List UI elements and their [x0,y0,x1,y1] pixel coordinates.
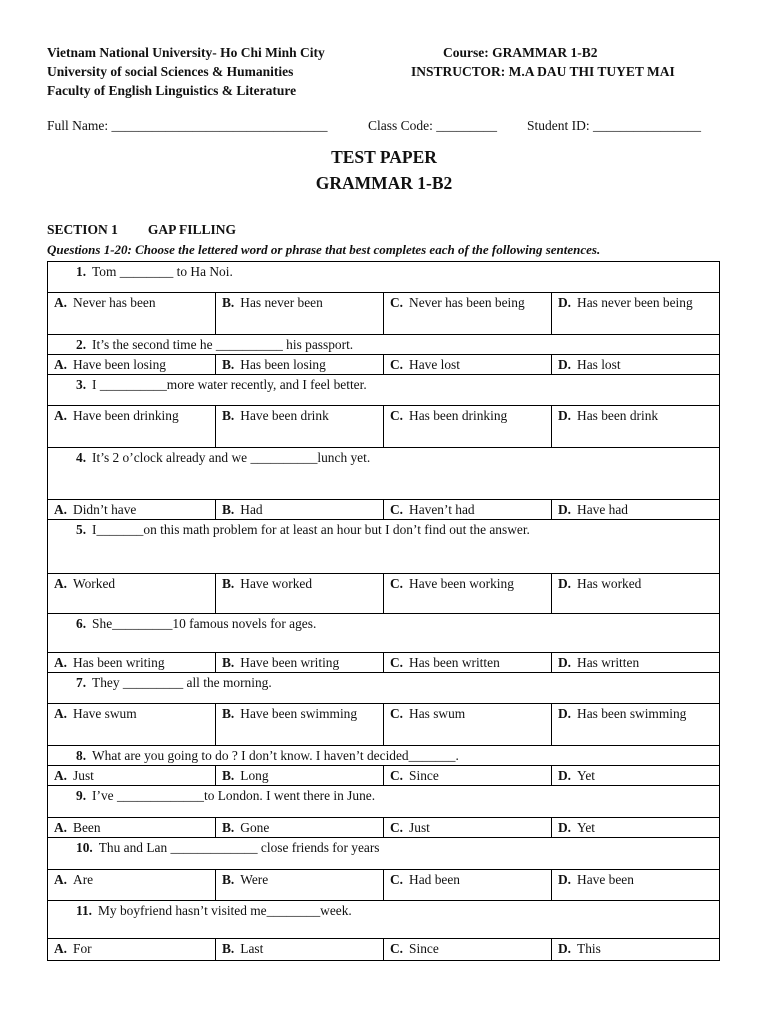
option-text: Have been losing [73,357,166,372]
option-letter: C. [390,872,404,887]
option-text: Has been written [409,655,500,670]
option-letter: C. [390,576,404,591]
question-text-cell [48,746,720,766]
answer-option[interactable] [384,574,552,614]
option-text: Since [409,768,439,783]
option-letter: C. [390,408,404,423]
question-number: 4. [76,450,87,465]
answer-option[interactable] [552,818,720,838]
question-text-cell [48,262,720,293]
answer-option[interactable] [552,574,720,614]
option-text: Gone [240,820,270,835]
answer-option[interactable] [384,355,552,375]
question-text-cell [48,335,720,355]
option-text: Yet [577,820,596,835]
section-instructions: Questions 1-20: Choose the lettered word or phrase that best completes each of the following sentences. [47,242,601,257]
question-text-cell [48,448,720,500]
option-text: Has worked [577,576,642,591]
option-letter: D. [558,655,572,670]
option-text: Are [73,872,94,887]
question-text-cell [48,901,720,939]
answer-option[interactable] [48,574,216,614]
option-text: Yet [577,768,596,783]
answer-option[interactable] [48,704,216,746]
answer-option[interactable] [384,406,552,448]
option-text: Has been drink [577,408,659,423]
university-name: Vietnam National University- Ho Chi Minh City [47,45,325,60]
question-text: She_________10 famous novels for ages. [92,616,317,631]
answer-option[interactable] [384,704,552,746]
class-code-field[interactable]: Class Code: _________ [368,118,498,133]
answer-option[interactable] [216,704,384,746]
option-letter: D. [558,706,572,721]
option-text: Have been swimming [240,706,358,721]
option-text: Has been writing [73,655,165,670]
option-text: Have been drink [240,408,329,423]
option-letter: A. [54,872,68,887]
option-letter: A. [54,295,68,310]
question-row [48,786,720,818]
answer-option[interactable] [216,870,384,901]
question-number: 11. [76,903,92,918]
option-text: Have worked [240,576,313,591]
question-text-cell [48,614,720,653]
option-letter: D. [558,576,572,591]
question-row [48,673,720,704]
answer-option[interactable] [552,653,720,673]
question-row [48,614,720,653]
option-letter: A. [54,357,68,372]
answer-option[interactable] [48,766,216,786]
question-number: 2. [76,337,87,352]
question-row [48,520,720,574]
question-text: Thu and Lan _____________ close friends for years [98,840,380,855]
question-text: Tom ________ to Ha Noi. [92,264,233,279]
questions-table [47,261,720,961]
option-text: Has written [577,655,640,670]
option-letter: C. [390,941,404,956]
option-letter: D. [558,941,572,956]
answer-option[interactable] [552,939,720,961]
answer-option[interactable] [384,870,552,901]
option-letter: B. [222,295,235,310]
option-text: Has been losing [240,357,326,372]
student-id-field[interactable]: Student ID: ________________ [527,118,701,133]
option-text: Since [409,941,439,956]
option-text: Have been writing [240,655,340,670]
question-row [48,901,720,939]
section-label: SECTION 1 [47,222,118,237]
option-letter: D. [558,357,572,372]
option-text: Worked [73,576,116,591]
option-letter: A. [54,502,68,517]
option-letter: C. [390,820,404,835]
answer-option[interactable] [216,939,384,961]
options-row [48,574,720,614]
option-text: Had [240,502,263,517]
option-text: Didn’t have [73,502,137,517]
answer-option[interactable] [216,500,384,520]
question-text: I __________more water recently, and I feel better. [92,377,367,392]
answer-option[interactable] [216,574,384,614]
option-letter: A. [54,655,68,670]
option-letter: B. [222,502,235,517]
question-text: My boyfriend hasn’t visited me________week. [98,903,352,918]
question-text: They _________ all the morning. [92,675,272,690]
options-row [48,653,720,673]
options-row [48,939,720,961]
question-row [48,335,720,355]
answer-option[interactable] [384,653,552,673]
page-title: TEST PAPER [331,147,437,167]
option-text: This [577,941,601,956]
option-text: Last [240,941,264,956]
options-row [48,766,720,786]
option-text: Never has been being [409,295,525,310]
question-row [48,838,720,870]
option-text: Has been drinking [409,408,508,423]
question-text-cell [48,375,720,406]
question-text-cell [48,520,720,574]
answer-option[interactable] [48,406,216,448]
options-row [48,818,720,838]
answer-option[interactable] [216,293,384,335]
question-number: 5. [76,522,87,537]
answer-option[interactable] [384,293,552,335]
options-row [48,355,720,375]
page-subtitle: GRAMMAR 1-B2 [315,173,453,193]
options-row [48,704,720,746]
question-row [48,448,720,500]
answer-option[interactable] [216,818,384,838]
option-letter: D. [558,408,572,423]
answer-option[interactable] [48,818,216,838]
answer-option[interactable] [552,293,720,335]
option-text: Has never been being [577,295,693,310]
option-text: Were [240,872,269,887]
question-text-cell [48,673,720,704]
question-number: 8. [76,748,87,763]
option-letter: C. [390,768,404,783]
option-letter: C. [390,706,404,721]
answer-option[interactable] [48,870,216,901]
option-letter: B. [222,941,235,956]
option-letter: B. [222,872,235,887]
option-letter: A. [54,706,68,721]
option-letter: D. [558,768,572,783]
question-number: 1. [76,264,87,279]
option-letter: C. [390,295,404,310]
answer-option[interactable] [216,355,384,375]
answer-option[interactable] [216,406,384,448]
option-letter: B. [222,820,235,835]
answer-option[interactable] [552,766,720,786]
faculty-name: Faculty of English Linguistics & Literature [47,83,297,98]
option-letter: A. [54,768,68,783]
answer-option[interactable] [384,500,552,520]
answer-option[interactable] [48,293,216,335]
section-heading [47,222,236,238]
option-letter: B. [222,706,235,721]
option-text: Haven’t had [409,502,475,517]
option-letter: A. [54,576,68,591]
answer-option[interactable] [384,818,552,838]
school-name: University of social Sciences & Humanities [47,64,294,79]
option-text: Have lost [409,357,460,372]
option-letter: D. [558,872,572,887]
section-name: GAP FILLING [147,222,237,237]
answer-option[interactable] [48,653,216,673]
answer-option[interactable] [552,355,720,375]
option-text: Has been swimming [577,706,687,721]
option-text: Just [409,820,430,835]
option-letter: D. [558,502,572,517]
answer-option[interactable] [216,653,384,673]
question-row [48,375,720,406]
option-text: Have swum [73,706,137,721]
options-row [48,870,720,901]
option-text: Have been working [409,576,514,591]
answer-option[interactable] [384,939,552,961]
course-name: Course: GRAMMAR 1-B2 [443,45,598,60]
option-letter: A. [54,941,68,956]
option-letter: B. [222,576,235,591]
question-number: 10. [76,840,93,855]
option-text: Never has been [73,295,156,310]
option-text: Have been drinking [73,408,179,423]
instructor-name: INSTRUCTOR: M.A DAU THI TUYET MAI [411,64,675,79]
question-number: 6. [76,616,87,631]
option-text: For [73,941,92,956]
option-letter: B. [222,768,235,783]
question-text: What are you going to do ? I don’t know. I haven’t decided_______. [92,748,459,763]
question-text: I’ve _____________to London. I went there in June. [92,788,376,803]
answer-option[interactable] [552,500,720,520]
question-number: 7. [76,675,87,690]
option-letter: A. [54,820,68,835]
answer-option[interactable] [384,766,552,786]
option-text: Been [73,820,101,835]
question-row [48,262,720,293]
question-text: It’s the second time he __________ his passport. [92,337,354,352]
option-text: Had been [409,872,460,887]
question-text: I_______on this math problem for at least an hour but I don’t find out the answer. [92,522,530,537]
question-number: 3. [76,377,87,392]
options-row [48,406,720,448]
answer-option[interactable] [48,939,216,961]
answer-option[interactable] [48,355,216,375]
option-letter: C. [390,655,404,670]
option-letter: C. [390,357,404,372]
question-text-cell [48,786,720,818]
option-letter: C. [390,502,404,517]
answer-option[interactable] [552,870,720,901]
question-number: 9. [76,788,87,803]
answer-option[interactable] [552,406,720,448]
answer-option[interactable] [552,704,720,746]
option-text: Just [73,768,94,783]
option-text: Has swum [409,706,466,721]
answer-option[interactable] [216,766,384,786]
options-row [48,500,720,520]
option-text: Has never been [240,295,323,310]
question-text: It’s 2 o’clock already and we __________lunch yet. [92,450,371,465]
option-text: Long [240,768,269,783]
option-letter: B. [222,655,235,670]
option-text: Has lost [577,357,621,372]
option-letter: A. [54,408,68,423]
full-name-field[interactable]: Full Name: ________________________________ [47,118,328,133]
option-text: Have been [577,872,634,887]
option-letter: D. [558,295,572,310]
answer-option[interactable] [48,500,216,520]
option-letter: D. [558,820,572,835]
option-text: Have had [577,502,628,517]
question-text-cell [48,838,720,870]
question-row [48,746,720,766]
options-row [48,293,720,335]
option-letter: B. [222,408,235,423]
option-letter: B. [222,357,235,372]
